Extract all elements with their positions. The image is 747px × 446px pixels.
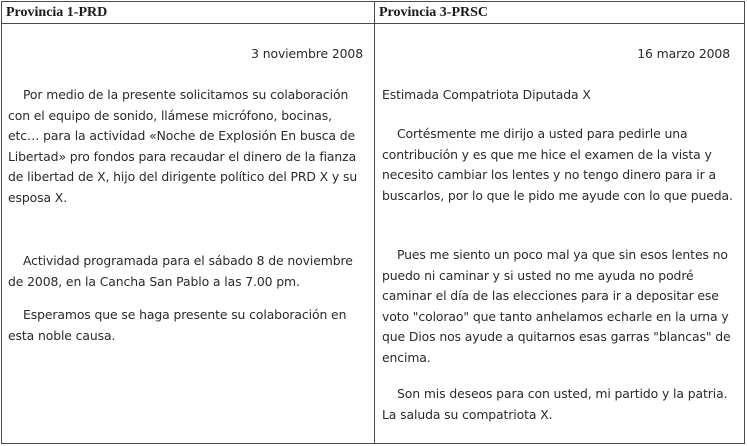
letters-table [1,1,745,444]
letter-paragraph: Pues me siento un poco mal ya que sin esos lentes no puedo ni caminar y si usted no me ayuda no podré caminar el día de las elecciones para ir a depositar ese voto "colorao" que tanto anhelamos echarle en la urna y que Dios nos ayude a quitarnos esas garras "blancas" de encima. [382,247,731,365]
letter-column-left [2,2,375,443]
column-header-left: Provincia 1-PRD [2,2,374,24]
letter-date-left: 3 noviembre 2008 [251,46,363,61]
letter-paragraph: Por medio de la presente solicitamos su colaboración con el equipo de sonido, llámese micrófono, bocinas, etc… para la actividad «Noche de Explosión En busca de Libertad» pro fondos para recaudar el dinero de la fianza de libertad de X, hijo del dirigente político del PRD X y su esposa X. [8,87,358,205]
letter-paragraph: Cortésmente me dirijo a usted para pedirle una contribución y es que me hice el examen de la vista y necesito cambiar los lentes y no tengo dinero para ir a buscarlos, por lo que le pido me ayude con lo que pueda. [382,126,733,203]
letter-column-right [375,2,744,443]
letter-paragraph: Son mis deseos para con usted, mi partido y la patria. La saluda su compatriota X. [382,386,728,422]
letter-greeting: Estimada Compatriota Diputada X [382,87,591,102]
column-header-right: Provincia 3-PRSC [375,2,744,24]
letter-paragraph: Actividad programada para el sábado 8 de noviembre de 2008, en la Cancha San Pablo a las 7.00 pm. [8,253,353,289]
letter-paragraph: Esperamos que se haga presente su colaboración en esta noble causa. [8,307,347,343]
letter-date-right: 16 marzo 2008 [637,46,730,61]
